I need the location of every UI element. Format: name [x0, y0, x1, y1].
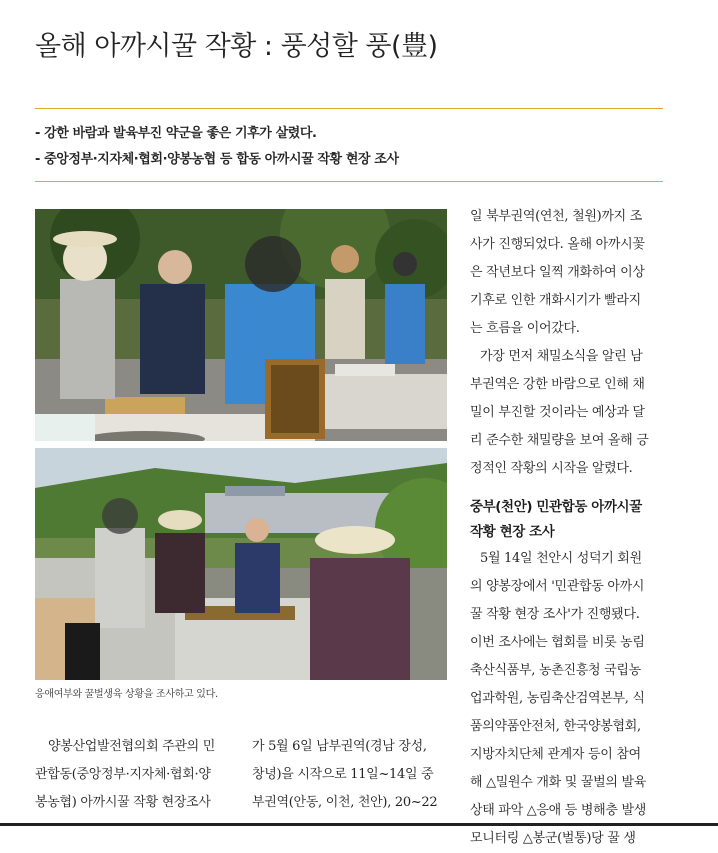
page-bottom-rule	[0, 823, 718, 826]
body-col3-p1-line-1: 일 북부권역(연천, 철원)까지 조	[470, 209, 642, 224]
summary-divider	[35, 181, 663, 182]
body-col3-p2-line-5: 정적인 작황의 시작을 알렸다.	[470, 461, 633, 476]
photo-apiary-inspection	[35, 448, 447, 680]
body-col3-p1-line-2: 사가 진행되었다. 올해 아까시꽃	[470, 237, 645, 252]
body-col3-p2-line-3: 밀이 부진할 것이라는 예상과 달	[470, 405, 645, 420]
body-col3-p3-line-8: 지방자치단체 관계자 등이 참여	[470, 747, 641, 762]
body-col3-p1-line-4: 기후로 인한 개화시기가 빨라지	[470, 293, 641, 308]
body-col3-p1-line-5: 는 흐름을 이어갔다.	[470, 321, 580, 336]
body-col3-p3-line-1: 5월 14일 천안시 성덕기 회원	[480, 551, 642, 566]
body-col3-p3-line-2: 의 양봉장에서 '민관합동 아까시	[470, 579, 645, 594]
body-col1-line-2: 관합동(중앙정부·지자체·협회·양	[35, 767, 211, 782]
body-col3-p1-line-3: 은 작년보다 일찍 개화하여 이상	[470, 265, 645, 280]
body-col3-p3-line-3: 꿀 작황 현장 조사'가 진행됐다.	[470, 607, 640, 622]
body-col3-p2-line-1: 가장 먼저 채밀소식을 알린 남	[480, 349, 643, 364]
body-col3-p3-line-4: 이번 조사에는 협회를 비롯 농림	[470, 635, 645, 650]
section-subheading	[470, 495, 666, 545]
body-col3-p3-line-6: 업과학원, 농림축산검역본부, 식	[470, 691, 645, 706]
body-column-1	[35, 733, 233, 817]
title-divider	[35, 108, 663, 109]
body-col3-p2-line-4: 리 준수한 채밀량을 보여 올해 긍	[470, 433, 649, 448]
body-col2-line-3: 부권역(안동, 이천, 천안), 20~22	[252, 795, 438, 810]
body-col3-p3-line-9: 해 △밀원수 개화 및 꿀벌의 발육	[470, 775, 646, 790]
body-col3-p3-line-10: 상태 파악 △응애 등 병해충 발생	[470, 803, 646, 818]
summary-bullets	[35, 121, 663, 173]
article-title: 올해 아까시꿀 작황 : 풍성할 풍(豊)	[35, 31, 438, 62]
body-col2-line-2: 창녕)을 시작으로 11일~14일 중	[252, 767, 434, 782]
photo-beekeepers-inspecting-frame	[35, 209, 447, 441]
photo-caption: 응애여부와 꿀벌생육 상황을 조사하고 있다.	[35, 689, 218, 700]
body-col2-line-1: 가 5월 6일 남부권역(경남 장성,	[252, 739, 427, 754]
body-column-3	[470, 203, 666, 853]
summary-bullet-2: - 중앙정부·지자체·협회·양봉농협 등 합동 아까시꿀 작황 현장 조사	[35, 152, 399, 167]
body-col3-p3-line-5: 축산식품부, 농촌진흥청 국립농	[470, 663, 641, 678]
body-col1-line-1: 양봉산업발전협의회 주관의 민	[48, 739, 216, 754]
subheading-line-1: 중부(천안) 민관합동 아까시꿀	[470, 499, 642, 515]
body-column-2	[252, 733, 450, 817]
body-col3-p3-line-7: 품의약품안전처, 한국양봉협회,	[470, 719, 641, 734]
subheading-line-2: 작황 현장 조사	[470, 524, 555, 540]
body-col3-p3-line-11: 모니터링 △봉군(벌통)당 꿀 생	[470, 831, 636, 846]
body-col1-line-3: 봉농협) 아까시꿀 작황 현장조사	[35, 795, 211, 810]
summary-bullet-1: - 강한 바람과 발육부진 약군을 좋은 기후가 살렸다.	[35, 126, 317, 141]
body-col3-p2-line-2: 부권역은 강한 바람으로 인해 채	[470, 377, 645, 392]
